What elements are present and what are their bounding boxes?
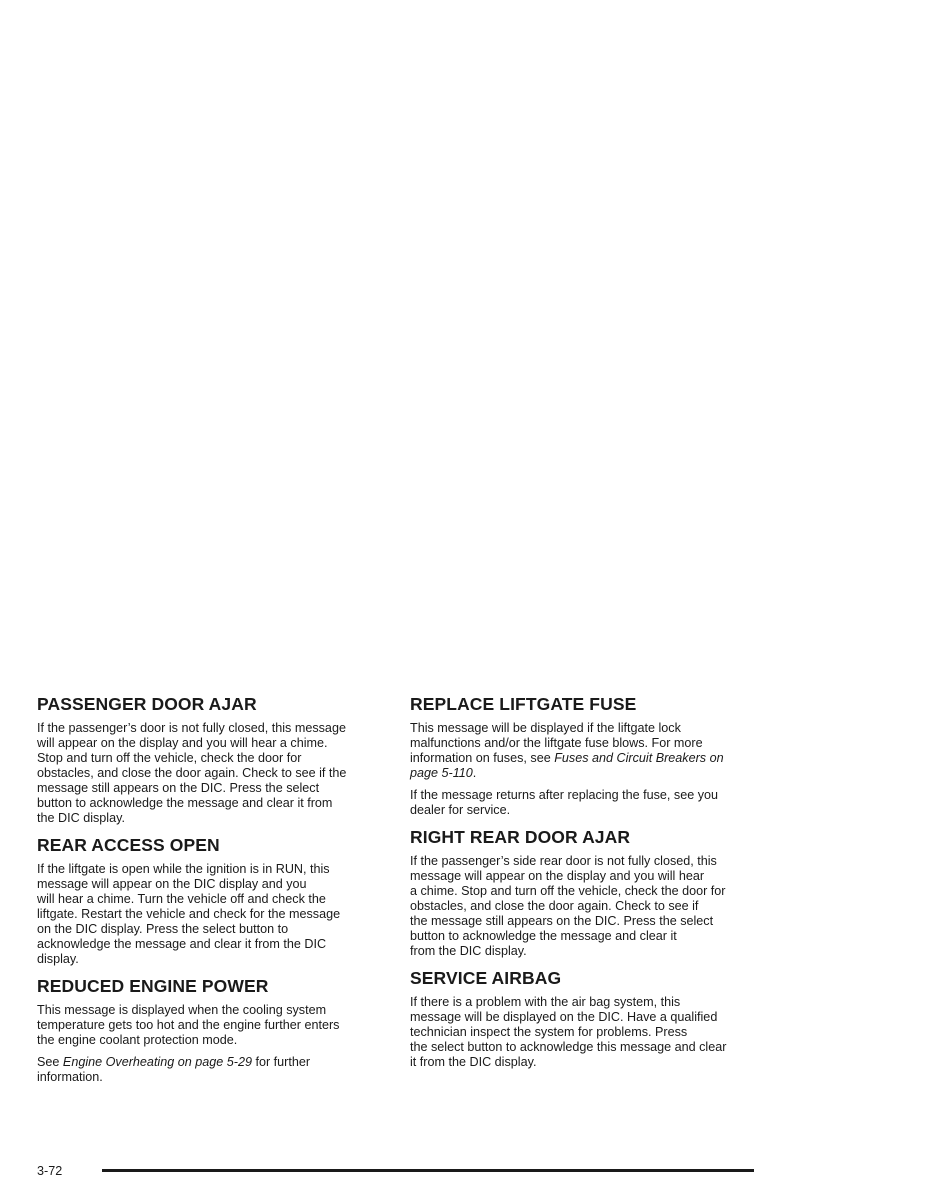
body-reduced-engine-power xyxy=(37,1003,383,1048)
body-passenger-door-ajar xyxy=(37,721,383,826)
body-service-airbag xyxy=(410,995,756,1070)
text-line: obstacles, and close the door again. Check to see if the xyxy=(37,766,347,780)
text-line: a chime. Stop and turn off the vehicle, check the door for xyxy=(410,884,726,898)
fuse-text-suffix: . xyxy=(472,766,477,780)
text-line xyxy=(410,766,756,781)
text-line: This message is displayed when the cooling system xyxy=(37,1003,327,1017)
text-line: button to acknowledge the message and clear it from xyxy=(37,796,333,810)
text-line: Stop and turn off the vehicle, check the door for xyxy=(37,751,302,765)
body-right-rear-door-ajar xyxy=(410,854,756,959)
body-replace-liftgate-fuse xyxy=(410,721,756,781)
see-prefix: See xyxy=(37,1055,63,1069)
text-line: message still appears on the DIC. Press the select xyxy=(37,781,320,795)
text-line: If the passenger’s door is not fully closed, this message xyxy=(37,721,346,735)
text-line: the engine coolant protection mode. xyxy=(37,1033,238,1047)
heading-reduced-engine-power: REDUCED ENGINE POWER xyxy=(37,976,269,996)
cross-reference-fuses[interactable]: Fuses and Circuit Breakers on xyxy=(554,751,724,765)
heading-rear-access-open: REAR ACCESS OPEN xyxy=(37,835,220,855)
text-line: information. xyxy=(37,1070,103,1084)
text-line: button to acknowledge the message and clear it xyxy=(410,929,677,943)
heading-right-rear-door-ajar: RIGHT REAR DOOR AJAR xyxy=(410,827,631,847)
text-line: technician inspect the system for problems. Press xyxy=(410,1025,688,1039)
text-line: the select button to acknowledge this message and clear xyxy=(410,1040,727,1054)
heading-service-airbag: SERVICE AIRBAG xyxy=(410,968,562,988)
section-replace-liftgate-fuse xyxy=(410,694,756,818)
text-line: it from the DIC display. xyxy=(410,1055,537,1069)
text-line: on the DIC display. Press the select button to xyxy=(37,922,289,936)
text-line xyxy=(410,751,756,766)
body-rear-access-open xyxy=(37,862,383,967)
text-line: the message still appears on the DIC. Press the select xyxy=(410,914,714,928)
left-column xyxy=(37,694,383,1085)
text-line: temperature gets too hot and the engine further enters xyxy=(37,1018,340,1032)
see-suffix: for further xyxy=(251,1055,311,1069)
footer-rule xyxy=(102,1169,754,1172)
text-line: will appear on the display and you will hear a chime. xyxy=(37,736,328,750)
text-line: If the message returns after replacing the fuse, see you xyxy=(410,788,719,802)
fuse-text-prefix: information on fuses, see xyxy=(410,751,555,765)
cross-reference-engine-overheating[interactable]: Engine Overheating on page 5-29 xyxy=(62,1055,252,1069)
text-line: liftgate. Restart the vehicle and check for the message xyxy=(37,907,341,921)
right-column xyxy=(410,694,756,1070)
body-replace-liftgate-fuse-2 xyxy=(410,788,756,818)
heading-replace-liftgate-fuse: REPLACE LIFTGATE FUSE xyxy=(410,694,637,714)
section-right-rear-door-ajar xyxy=(410,827,756,959)
page-number: 3-72 xyxy=(37,1164,63,1178)
text-line: malfunctions and/or the liftgate fuse blows. For more xyxy=(410,736,703,750)
section-rear-access-open xyxy=(37,835,383,967)
see-also-engine-overheating xyxy=(37,1055,383,1085)
section-service-airbag xyxy=(410,968,756,1070)
text-line: from the DIC display. xyxy=(410,944,527,958)
text-line: If the passenger’s side rear door is not fully closed, this xyxy=(410,854,717,868)
section-passenger-door-ajar xyxy=(37,694,383,826)
text-line: obstacles, and close the door again. Check to see if xyxy=(410,899,699,913)
text-line: the DIC display. xyxy=(37,811,125,825)
text-line: acknowledge the message and clear it from the DIC xyxy=(37,937,327,951)
text-line: message will appear on the DIC display and you xyxy=(37,877,307,891)
text-line: This message will be displayed if the liftgate lock xyxy=(410,721,681,735)
text-line: dealer for service. xyxy=(410,803,511,817)
text-line: If there is a problem with the air bag system, this xyxy=(410,995,681,1009)
text-line: If the liftgate is open while the ignition is in RUN, this xyxy=(37,862,330,876)
section-reduced-engine-power xyxy=(37,976,383,1085)
text-line: will hear a chime. Turn the vehicle off and check the xyxy=(37,892,326,906)
text-line: message will appear on the display and you will hear xyxy=(410,869,705,883)
cross-reference-fuses-page[interactable]: page 5-110 xyxy=(410,766,473,780)
text-line: display. xyxy=(37,952,79,966)
text-line xyxy=(37,1055,383,1070)
heading-passenger-door-ajar: PASSENGER DOOR AJAR xyxy=(37,694,257,714)
text-line: message will be displayed on the DIC. Have a qualified xyxy=(410,1010,718,1024)
